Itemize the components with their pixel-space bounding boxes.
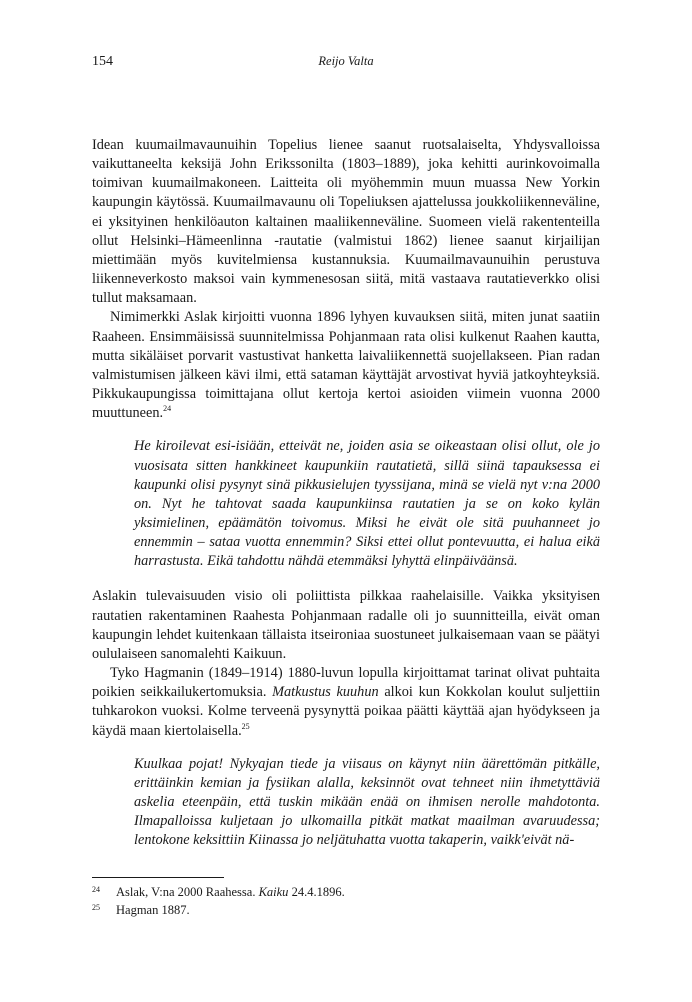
running-head: Reijo Valta xyxy=(318,54,374,68)
footnote-25 xyxy=(92,901,600,919)
paragraph-4-text-b: alkoi kun Kokkolan koulut suljettiin tuhkarokon vuoksi. Kolme terveenä pysynyttä poikaa päätti käyttää ajan hyödykseen ja käydä maan kiertolaisella. xyxy=(92,684,600,739)
footnote-text: Hagman 1887. xyxy=(116,903,190,917)
body-text xyxy=(92,136,600,850)
page-header xyxy=(92,54,600,74)
footnote-mark: 25 xyxy=(92,903,100,912)
page-number: 154 xyxy=(92,54,113,69)
block-quote-1: He kiroilevat esi-isiään, etteivät ne, joiden asia se oikeastaan olisi ollut, ole jo vuosisata sitten hankkineet kaupunkiin rautatietä, sillä siinä tapauksessa ei kaupunki olisi pysynyt sinä pikkusielujen tyyssijana, minä se vielä nyt v:na 2000 on. Nyt he tahtovat saada kaupunkiinsa rautatien ja se on koko kylän yksimielinen, epäämätön toivomus. Miksi he eivät ole sitä puuhanneet jo ennemmin – sataa vuotta ennemmin? Siksi ettei ollut pontevuutta, ei halua eikä harrastusta. Eikä tahdottu nähdä etemmäksi lyhyttä elinpäiväänsä. xyxy=(134,438,600,570)
paragraph-4-title: Matkustus kuuhun xyxy=(272,684,379,701)
paragraph-1: Idean kuumailmavaunuihin Topelius lienee saanut ruotsalaiselta, Yhdysvalloissa vaikuttaneelta keksijä John Erikssonilta (1803–1889), joka kehitti aurinkovoimalla toimivan kuumailmakoneen. Laitteita oli myöhemmin muun muassa New Yorkin kaupungin käytössä. Kuumailmavaunu oli Topeliuksen ajattelussa joukkoliikenneväline, ei yksityinen henkilöauton kaltainen maaliikenneväline. Suomeen vielä rakententeilla ollut Helsinki–Hämeenlinna -rautatie (valmistui 1862) lienee saanut kirjailijan miettimään myös kuvitelmiensa kustannuksia. Kuumailmavaunuihin perustuva liikenneverkosto maksoi vain kymmenesosan siitä, mitä vastaava rautatieverkko olisi tullut maksamaan. xyxy=(92,137,600,307)
footnote-24 xyxy=(92,883,600,901)
paragraph-4 xyxy=(92,664,600,741)
block-quote-2: Kuulkaa pojat! Nykyajan tiede ja viisaus on käynyt niin äärettömän pitkälle, erittäinkin kemian ja fysiikan alalla, keksinnöt ovat tehneet niin ihmetyttäviä askelia eteenpäin, että tuskin mikään enää on ihmisen nerolle mahdotonta. Ilmapalloissa kuljetaan jo ulkomailla pitkät matkat maailman avaruudessa; lentokone keksittiin Kiinassa jo neljätuhatta vuotta takaperin, vaikk'eivät nä- xyxy=(134,755,600,849)
paragraph-2-text: Nimimerkki Aslak kirjoitti vuonna 1896 lyhyen kuvauksen siitä, miten junat saatiin Raaheen. Ensimmäisissä suunnitelmissa Pohjanmaan rata olisi kulkenut Raahen kautta, mutta sikäläiset porvarit vastustivat hanketta laivaliikennettä suojellakseen. Pian radan valmistumisen jälkeen kävi ilmi, että sataman käyttäjät arvostivat hyviä jatkoyhteyksiä. Pikkukaupungissa toimittajana ollut kertoja kertoi asioiden viimein vuonna 2000 muuttuneen. xyxy=(92,309,600,422)
footnote-text: Aslak, V:na 2000 Raahessa. xyxy=(116,885,259,899)
footnote-source: Kaiku xyxy=(258,885,289,899)
footnote-divider xyxy=(92,877,224,878)
footnote-ref-24: 24 xyxy=(163,404,172,414)
paragraph-3: Aslakin tulevaisuuden visio oli poliittista pilkkaa raahelaisille. Vaikka yksityisen rautatien rakentaminen Raahesta Pohjanmaan radalle oli jo suunnitteilla, eivät oman kaupungin lehdet kuitenkaan tällaista itseironiaa suostuneet julkaisemaan vaan se päätyi oululaiseen sanomalehti Kaikuun. xyxy=(92,588,600,662)
paragraph-4-text-a: Tyko Hagmanin (1849–1914) 1880-luvun lopulla kirjoittamat tarinat olivat puhtaita poikien seikkailukertomuksia. xyxy=(92,665,600,701)
footnote-ref-25: 25 xyxy=(241,721,250,731)
paragraph-2 xyxy=(92,308,600,423)
footnotes xyxy=(92,883,600,919)
footnote-mark: 24 xyxy=(92,885,100,894)
footnote-date: 24.4.1896. xyxy=(288,885,345,899)
